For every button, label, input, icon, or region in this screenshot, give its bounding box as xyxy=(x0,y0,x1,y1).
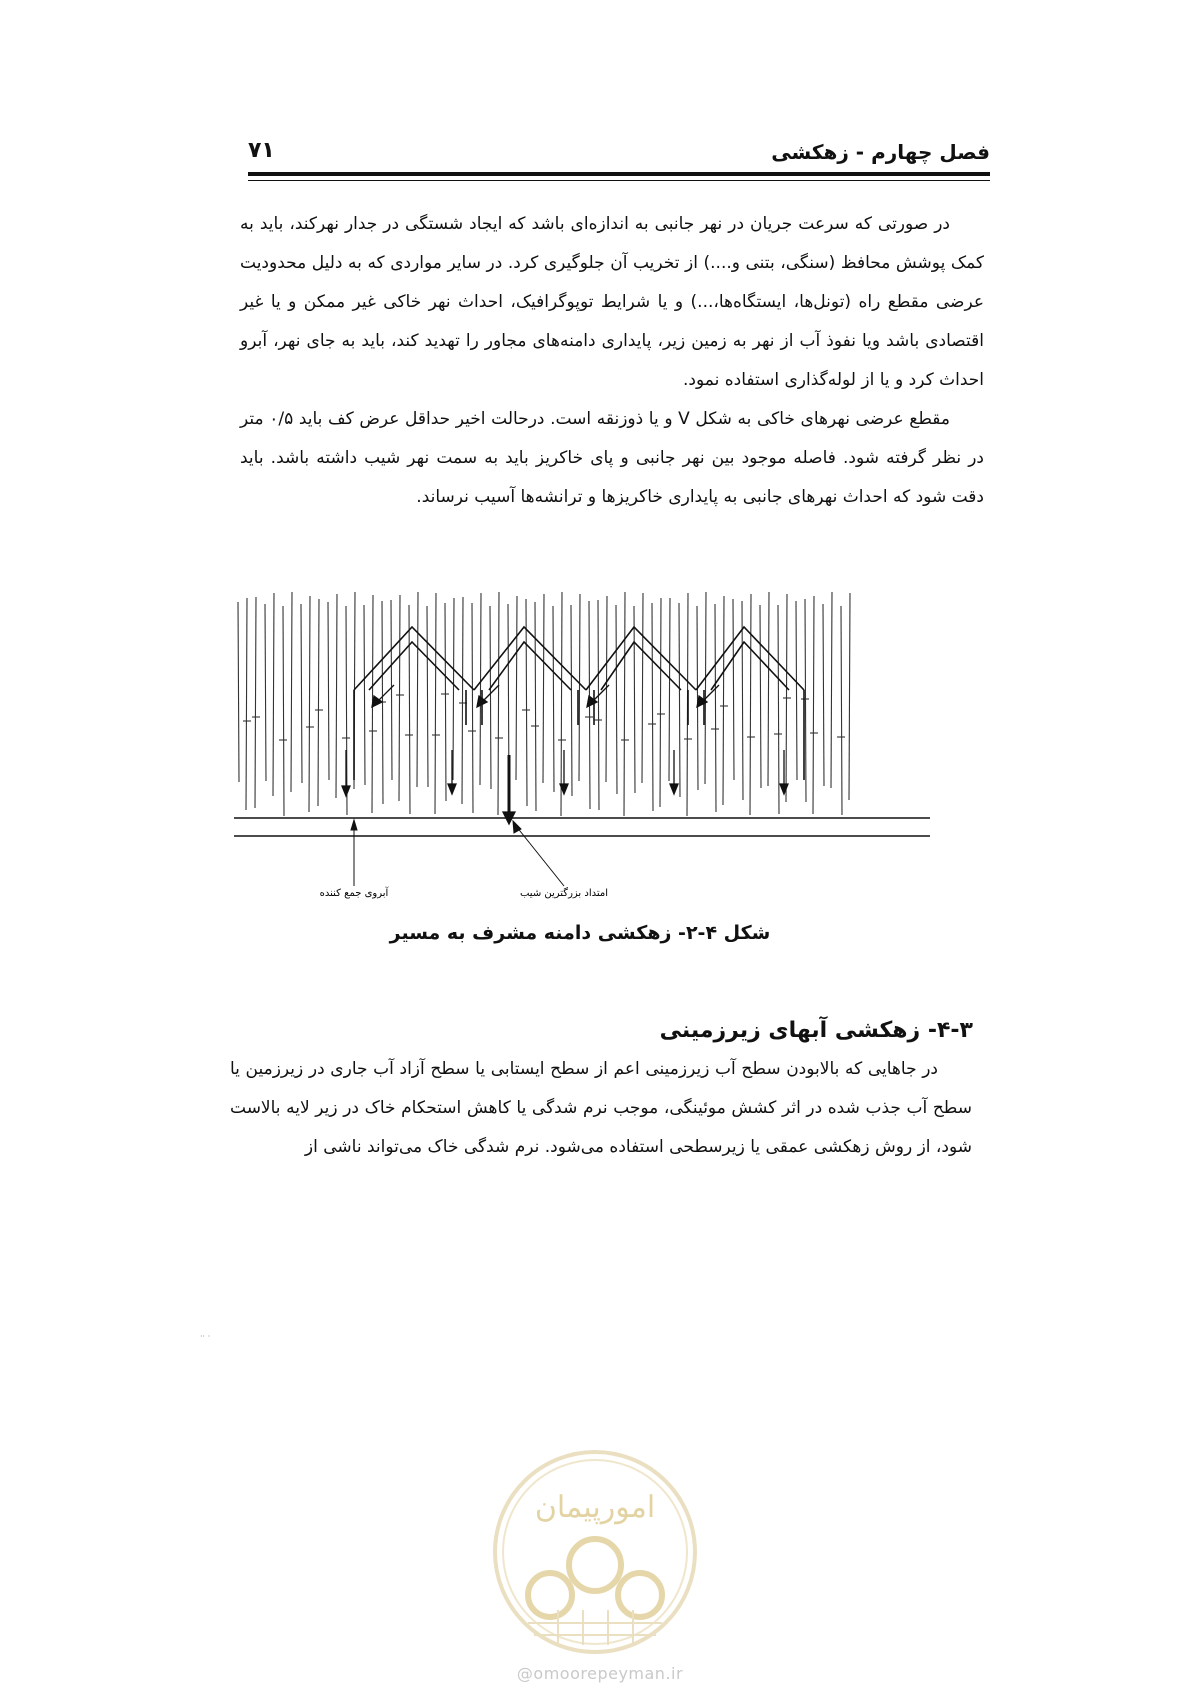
watermark-url-text: omoorepeyman.ir xyxy=(533,1664,684,1683)
hatch-line xyxy=(318,599,319,806)
header-rule-thin xyxy=(248,180,990,181)
header-rule-thick xyxy=(248,172,990,176)
hatch-line xyxy=(490,606,491,789)
hatch-line xyxy=(472,603,473,813)
hatch-line xyxy=(291,592,292,792)
watermark-seal xyxy=(488,1445,702,1659)
paragraph-1: در صورتی که سرعت جریان در نهر جانبی به اندازه‌ای باشد که ایجاد شستگی در جدار نهرکند، باید به کمک پوشش محافظ (سنگی، بتنی و....) از تخریب آن جلوگیری کرد. در سایر مواردی که به دلیل محدودیت عرضی مقطع راه (تونل‌ها، ایستگاه‌ها،...) و یا شرایط توپوگرافیک، احداث نهر خاکی غیر ممکن و یا غیر اقتصادی باشد ویا نفوذ آب از نهر به زمین زیر، پایداری دامنه‌های مجاور را تهدید کند، باید به جای نهر، آبرو احداث کرد و یا از لوله‌گذاری استفاده نمود. xyxy=(240,214,984,390)
hatch-line xyxy=(553,606,554,792)
hatch-line xyxy=(624,592,625,816)
paragraph-2: مقطع عرضی نهرهای خاکی به شکل V و یا ذوزنقه است. درحالت اخیر حداقل عرض کف باید ۰/۵ متر در نظر گرفته شود. فاصله موجود بین نهر جانبی و پای خاکریز باید به سمت نهر شیب داشته باشد. باید دقت شود که احداث نهرهای جانبی به پایداری خاکریزها و ترانشه‌ها آسیب نرساند. xyxy=(240,409,984,507)
hatch-line xyxy=(697,606,698,790)
hatch-line xyxy=(634,606,635,793)
hatch-line xyxy=(336,594,337,798)
hatch-line xyxy=(813,596,814,814)
hatch-line xyxy=(543,594,544,783)
watermark-url xyxy=(500,1664,700,1683)
hatch-line xyxy=(760,605,761,788)
label-collector-channel: آبروی جمع کننده xyxy=(319,888,389,899)
hatch-line xyxy=(462,597,463,804)
ground-lines xyxy=(234,818,930,836)
hatch-line xyxy=(417,592,418,787)
hatch-line xyxy=(679,603,680,797)
hatch-line xyxy=(273,593,274,796)
chapter-title: فصل چهارم - زهکشی xyxy=(771,140,990,164)
body-text xyxy=(240,205,984,517)
hatch-line xyxy=(301,604,302,783)
section-paragraph: در جاهایی که بالابودن سطح آب زیرزمینی اعم از سطح ایستابی یا سطح آزاد آب جاری در زیرزمین یا سطح آب جذب شده در اثر کشش موئینگی، موجب نرم شدگی یا کاهش استحکام خاک در زیر لایه بالاست شود، از روش زهکشی عمقی یا زیرسطحی استفاده می‌شود. نرم شدگی خاک می‌تواند ناشی از xyxy=(230,1059,972,1157)
hatch-line xyxy=(733,599,734,780)
hatch-line xyxy=(768,592,769,786)
running-header xyxy=(248,138,990,172)
hatch-line xyxy=(823,604,824,786)
section-heading: ۴-۳- زهکشی آبهای زیرزمینی xyxy=(659,1018,973,1043)
hatch-line xyxy=(309,596,310,812)
hatch-line xyxy=(723,596,724,805)
hatch-line xyxy=(652,603,653,811)
seal-lettering: امورپیمان xyxy=(534,1490,656,1525)
slope-hatching xyxy=(238,592,850,816)
hatch-line xyxy=(831,592,832,788)
hatch-line xyxy=(399,595,400,801)
hatch-line xyxy=(660,598,661,807)
hatch-line xyxy=(409,605,410,814)
hatch-line xyxy=(616,605,617,794)
seal-gears xyxy=(528,1539,662,1617)
leader-lines xyxy=(351,820,564,886)
scan-artifact: ·· · xyxy=(200,1332,211,1341)
hatch-line xyxy=(255,597,256,808)
slope-drainage-figure xyxy=(234,590,930,910)
hatch-line xyxy=(849,593,850,800)
hatch-line xyxy=(598,600,599,810)
hatch-line xyxy=(427,606,428,787)
hatch-line xyxy=(265,604,266,781)
hatch-line xyxy=(561,592,562,816)
hatch-line xyxy=(805,599,806,802)
hatch-line xyxy=(516,596,517,780)
hatch-line xyxy=(391,600,392,780)
hatch-line xyxy=(579,594,580,781)
hatch-line xyxy=(283,606,284,816)
figure-caption: شکل ۴-۲- زهکشی دامنه مشرف به مسیر xyxy=(389,922,771,944)
hatch-line xyxy=(364,605,365,785)
hatch-line xyxy=(571,605,572,796)
hatch-line xyxy=(480,593,481,785)
section-body-text xyxy=(230,1050,972,1167)
hatch-line xyxy=(778,605,779,814)
hatch-line xyxy=(453,598,454,780)
hatch-line xyxy=(742,601,743,800)
label-max-slope-direction: امتداد بزرگترین شیب xyxy=(519,888,609,899)
hatch-line xyxy=(841,606,842,815)
hatch-line xyxy=(238,602,239,782)
hatch-line xyxy=(669,598,670,781)
hatch-line xyxy=(328,602,329,780)
hatch-line xyxy=(750,594,751,815)
page-number: ۷۱ xyxy=(248,138,275,163)
hatch-line xyxy=(445,603,446,801)
hatch-line xyxy=(705,592,706,784)
hatch-line xyxy=(246,598,247,810)
hatch-line xyxy=(606,596,607,782)
at-icon: @ xyxy=(516,1664,534,1683)
hatch-line xyxy=(715,604,716,812)
hatch-line xyxy=(435,593,436,814)
hatch-line xyxy=(535,602,536,811)
hatch-line xyxy=(498,592,499,815)
hatch-line xyxy=(796,601,797,780)
hatch-line xyxy=(642,593,643,783)
